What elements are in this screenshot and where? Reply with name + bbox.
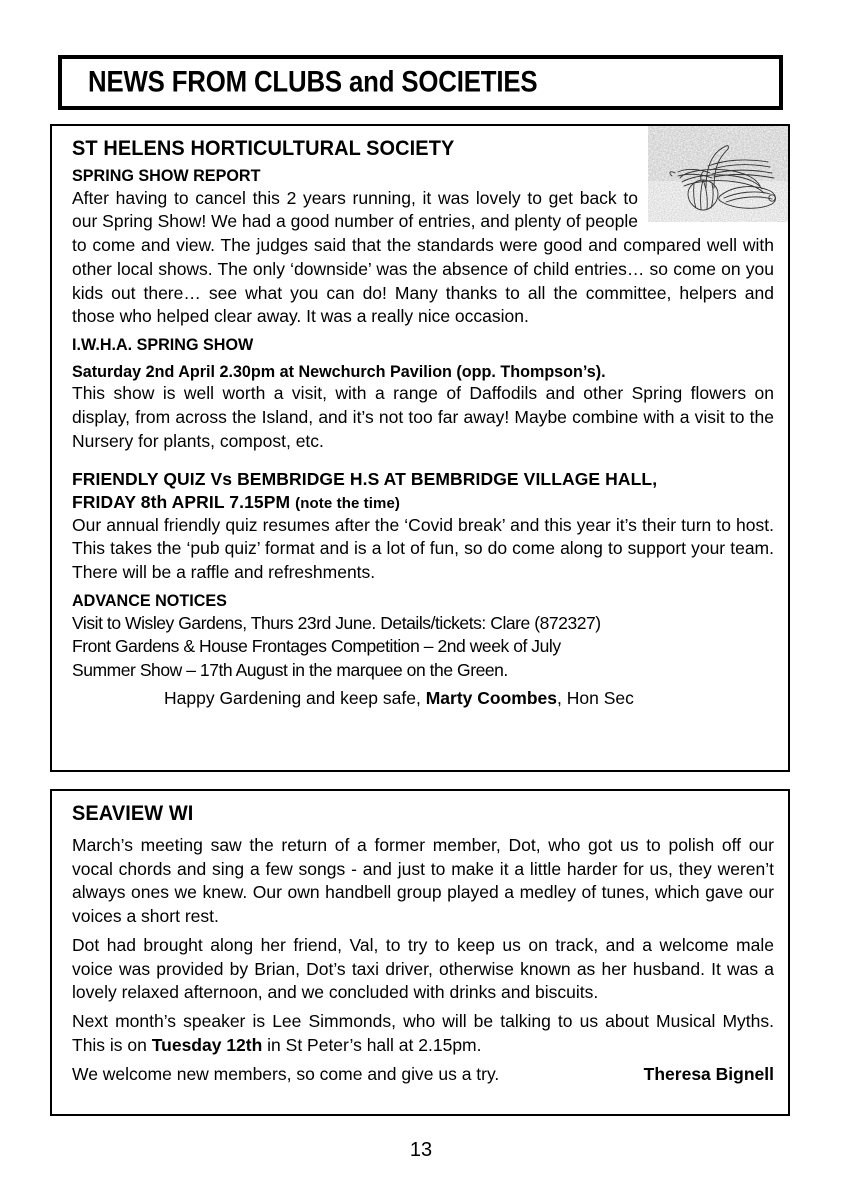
club-title-seaview-wi: SEAVIEW WI [72, 802, 194, 825]
article-seaview-wi [50, 789, 790, 1116]
paragraph-iwha-spring-show: This show is well worth a visit, with a range of Daffodils and other Spring flowers on display, from across the Island, and it’s not too far away! Maybe combine with a visit to the Nursery for plants, compost, etc. [72, 383, 774, 451]
subhead-iwha-spring-show: I.W.H.A. SPRING SHOW [72, 335, 254, 354]
signoff-name-marty-coombes: Marty Coombes [425, 688, 557, 708]
notice-front-gardens-competition: Front Gardens & House Frontages Competition – 2nd week of July [72, 636, 561, 657]
quiz-time-note: (note the time) [295, 494, 401, 512]
subhead-spring-show-report: SPRING SHOW REPORT [72, 166, 261, 186]
wi-welcome-text: We welcome new members, so come and give us a try. [72, 1064, 500, 1085]
masthead-title [88, 64, 611, 98]
subhead-friendly-quiz-line1: FRIENDLY QUIZ Vs BEMBRIDGE H.S AT BEMBRIDGE VILLAGE HALL, [72, 468, 658, 489]
notice-summer-show: Summer Show – 17th August in the marquee on the Green. [72, 660, 508, 681]
masthead-title-text: NEWS FROM CLUBS and SOCIETIES [88, 64, 538, 98]
paragraph-friendly-quiz: Our annual friendly quiz resumes after the ‘Covid break’ and this year it’s their turn to host. This takes the ‘pub quiz’ format and is a lot of fun, so do come along to support your team. There will be a raffle and refreshments. [72, 514, 774, 583]
subhead-friendly-quiz-line2: FRIDAY 8th APRIL 7.15PM (note the time) [72, 491, 401, 512]
paragraph-spring-show-report: After having to cancel this 2 years running, it was lovely to get back to our Spring Show! We had a good number of entries, and plenty of people to come and view. The judges said that the standards were good and compared well with other local shows. The only ‘downside’ was the absence of child entries… so come on you kids out there… see what you can do! Many thanks to all the committee, helpers and those who helped clear away. It was a really nice occasion. [72, 187, 774, 327]
masthead-banner [58, 55, 783, 110]
club-title-horticultural: ST HELENS HORTICULTURAL SOCIETY [72, 137, 455, 160]
subhead-advance-notices: ADVANCE NOTICES [72, 590, 227, 610]
notice-wisley-gardens: Visit to Wisley Gardens, Thurs 23rd June. Details/tickets: Clare (872327) [72, 612, 601, 633]
signoff-name-theresa-bignell: Theresa Bignell [643, 1064, 774, 1085]
signoff-horticultural: Happy Gardening and keep safe, Marty Coombes, Hon Sec [164, 688, 634, 708]
next-meeting-date: Tuesday 12th [151, 1034, 263, 1055]
paragraph-wi-next-meeting: Next month’s speaker is Lee Simmonds, who will be talking to us about Musical Myths. This is on Tuesday 12th in St Peter’s hall at 2.15pm. [72, 1010, 774, 1055]
paragraph-wi-march-meeting: March’s meeting saw the return of a former member, Dot, who got us to polish off our vocal chords and sing a few songs - and just to make it a little harder for us, they weren’t always ones we knew. Our own handbell group played a medley of tunes, which gave our voices a short rest. [72, 835, 774, 927]
paragraph-wi-dot-and-val: Dot had brought along her friend, Val, to try to keep us on track, and a welcome male voice was provided by Brian, Dot’s taxi driver, otherwise known as her husband. It was a lovely relaxed afternoon, and we concluded with drinks and biscuits. [72, 934, 774, 1003]
page-number: 13 [409, 1139, 433, 1161]
article-st-helens-horticultural-society [50, 124, 790, 772]
signoff-seaview-wi [72, 1063, 774, 1087]
subhead-iwha-details: Saturday 2nd April 2.30pm at Newchurch Pavilion (opp. Thompson’s). [72, 361, 606, 381]
